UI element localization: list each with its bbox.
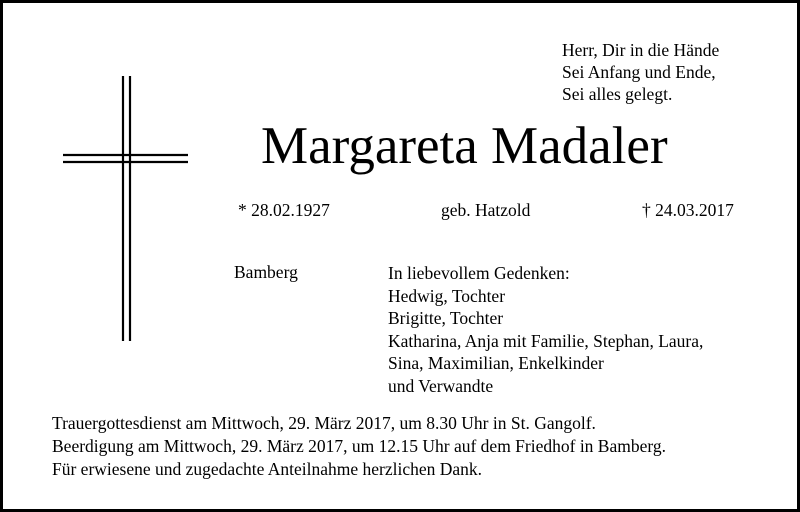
mourner-line: Brigitte, Tochter xyxy=(388,308,504,328)
mourners xyxy=(388,262,703,397)
deceased-name: Margareta Madaler xyxy=(261,117,668,175)
mourner-line: Hedwig, Tochter xyxy=(388,285,506,306)
birth-date: * 28.02.1927 xyxy=(238,200,330,220)
service-info xyxy=(52,412,666,481)
verse-line: Herr, Dir in die Hände xyxy=(562,40,720,60)
place: Bamberg xyxy=(234,262,298,282)
verse-line: Sei alles gelegt. xyxy=(562,84,673,104)
maiden-name: geb. Hatzold xyxy=(441,200,531,220)
thanks-line: Für erwiesene und zugedachte Anteilnahme herzlichen Dank. xyxy=(52,459,483,479)
mourner-line: Sina, Maximilian, Enkelkinder xyxy=(388,353,604,373)
verse xyxy=(562,39,719,105)
cross-icon xyxy=(63,73,193,343)
death-date: † 24.03.2017 xyxy=(642,200,734,220)
mourners-heading: In liebevollem Gedenken: xyxy=(388,263,570,283)
service-line: Beerdigung am Mittwoch, 29. März 2017, um 12.15 Uhr auf dem Friedhof in Bamberg. xyxy=(52,436,667,456)
verse-line: Sei Anfang und Ende, xyxy=(562,62,716,82)
mourner-line: Katharina, Anja mit Familie, Stephan, Laura, xyxy=(388,330,704,351)
service-line: Trauergottesdienst am Mittwoch, 29. März 2017, um 8.30 Uhr in St. Gangolf. xyxy=(52,413,596,433)
mourner-line: und Verwandte xyxy=(388,375,494,396)
